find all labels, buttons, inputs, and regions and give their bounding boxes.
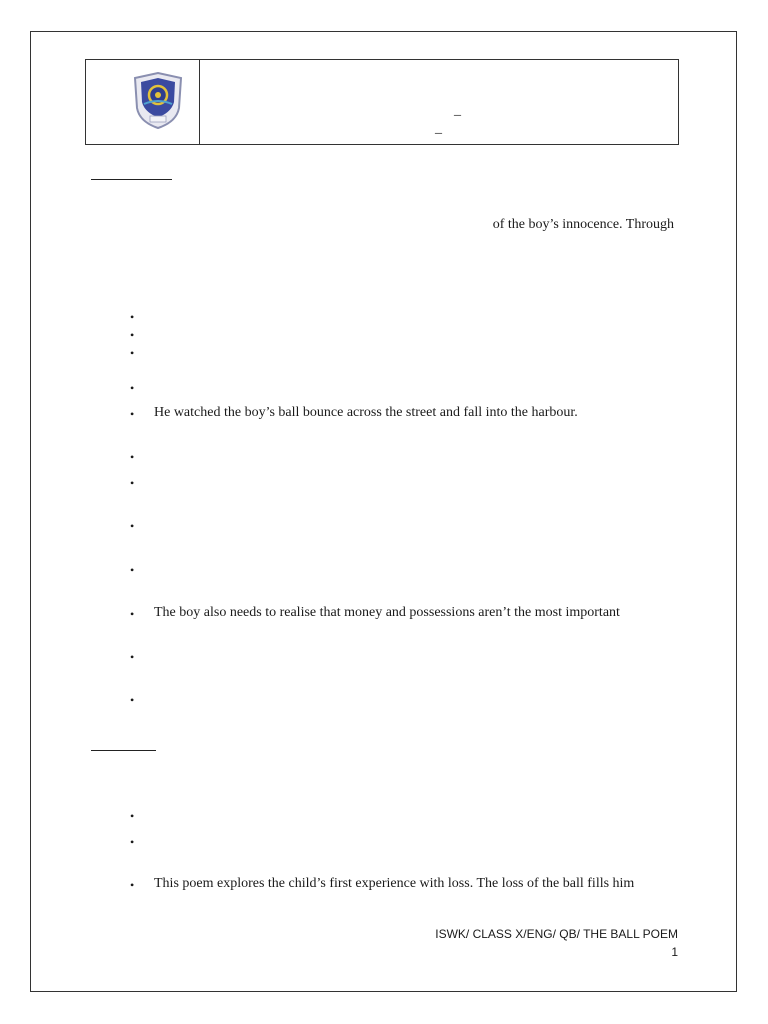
school-logo <box>132 72 184 130</box>
bullet-point: • <box>130 563 135 577</box>
bullet-point: • <box>130 450 135 464</box>
header-dash: _ <box>454 103 461 118</box>
page-border <box>30 31 737 992</box>
page-number: 1 <box>671 945 678 959</box>
bullet-point: • <box>130 519 135 533</box>
bullet-point: • <box>130 407 135 421</box>
header-divider <box>199 60 200 144</box>
bullet-text: The boy also needs to realise that money and possessions aren’t the most important <box>154 605 620 620</box>
bullet-point: • <box>130 835 135 849</box>
intro-text-fragment: of the boy’s innocence. Through <box>492 217 674 232</box>
bullet-point: • <box>130 878 135 892</box>
bullet-point: • <box>130 381 135 395</box>
header-table <box>85 59 679 145</box>
bullet-point: • <box>130 346 135 360</box>
bullet-point: • <box>130 310 135 324</box>
section-heading-rule <box>91 179 172 180</box>
bullet-text: He watched the boy’s ball bounce across the street and fall into the harbour. <box>154 405 578 420</box>
bullet-point: • <box>130 650 135 664</box>
bullet-point: • <box>130 328 135 342</box>
bullet-point: • <box>130 476 135 490</box>
section-heading-rule <box>91 750 156 751</box>
footer-reference: ISWK/ CLASS X/ENG/ QB/ THE BALL POEM <box>435 927 678 941</box>
bullet-text: This poem explores the child’s first experience with loss. The loss of the ball fills him <box>154 876 635 891</box>
bullet-point: • <box>130 809 135 823</box>
bullet-point: • <box>130 693 135 707</box>
header-dash: _ <box>435 121 442 136</box>
bullet-point: • <box>130 607 135 621</box>
